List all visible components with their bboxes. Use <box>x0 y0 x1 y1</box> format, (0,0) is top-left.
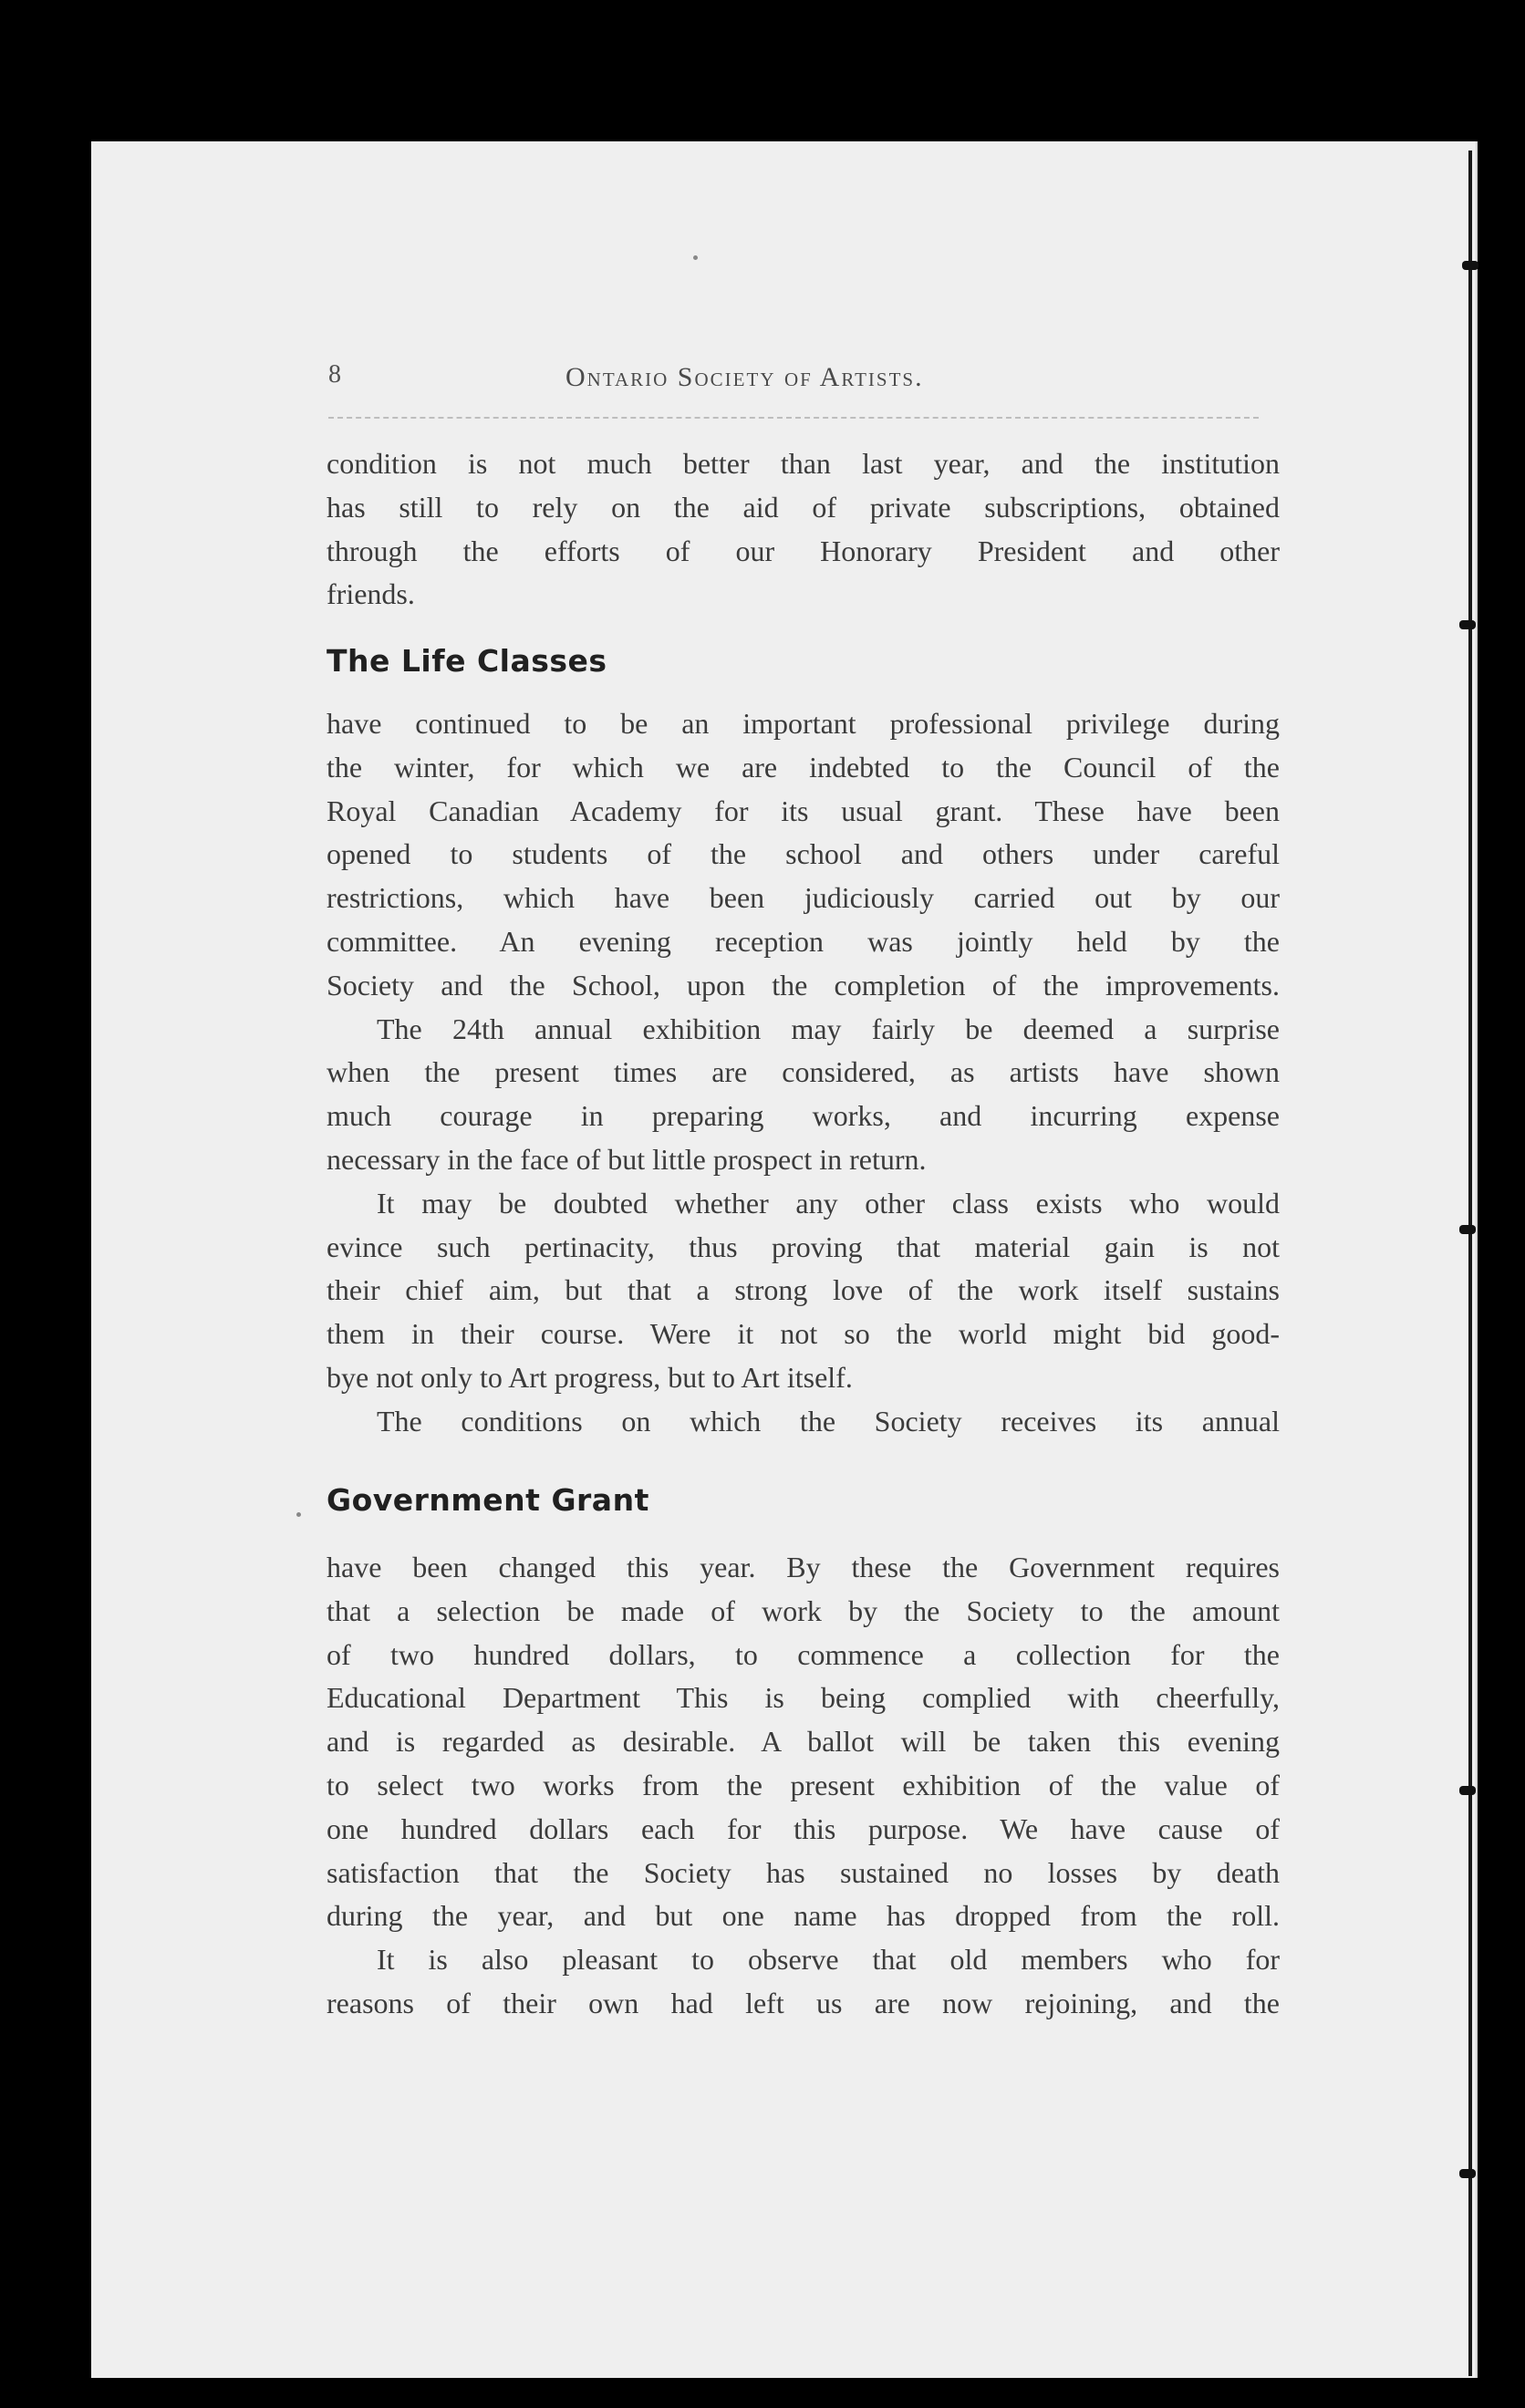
section-heading: The Life Classes <box>327 643 607 679</box>
paragraph-opening <box>327 442 1280 617</box>
text-line: condition is not much better than last year, and the institution <box>327 447 1280 480</box>
text-line: during the year, and but one name has dropped from the roll. <box>327 1899 1280 1933</box>
edge-mark <box>1462 261 1478 270</box>
text-line: and is regarded as desirable. A ballot will be taken this evening <box>327 1725 1280 1759</box>
text-line: that a selection be made of work by the Society to the amount <box>327 1593 1280 1627</box>
text-line: The conditions on which the Society receives its annual <box>377 1404 1280 1438</box>
speck <box>693 255 698 260</box>
text-line: Royal Canadian Academy for its usual grant. These have been <box>327 794 1280 827</box>
text-line: to select two works from the present exhibition of the value of <box>327 1768 1280 1801</box>
text-line: through the efforts of our Honorary President and other <box>327 534 1280 567</box>
text-line: restrictions, which have been judiciously carried out by our <box>327 881 1280 915</box>
text-line: one hundred dollars each for this purpose. We have cause of <box>327 1811 1280 1845</box>
text-line: It may be doubted whether any other class exists who would <box>377 1186 1280 1220</box>
text-line: have continued to be an important professional privilege during <box>327 707 1280 740</box>
text-line: The 24th annual exhibition may fairly be deemed a surprise <box>377 1012 1280 1045</box>
text-line: opened to students of the school and others under careful <box>327 837 1280 871</box>
text-line: It is also pleasant to observe that old members who for <box>377 1943 1280 1977</box>
text-line: committee. An evening reception was jointly held by the <box>327 924 1280 958</box>
page-header <box>233 360 1272 415</box>
section-heading: Government Grant <box>327 1482 649 1518</box>
text-line: of two hundred dollars, to commence a collection for the <box>327 1637 1280 1671</box>
paragraph-life-classes <box>327 702 1280 1444</box>
text-line: have been changed this year. By these the Government requires <box>327 1551 1280 1583</box>
running-head: Ontario Society of Artists. <box>565 362 924 392</box>
text-line: the winter, for which we are indebted to the Council of the <box>327 750 1280 784</box>
text-line: Society and the School, upon the completion of the improvements. <box>327 968 1280 1002</box>
edge-mark <box>1459 620 1476 629</box>
text-line: Educational Department This is being complied with cheerfully, <box>327 1681 1280 1715</box>
text-line: reasons of their own had left us are now rejoining, and the <box>327 1986 1280 2019</box>
text-line: friends. <box>327 577 415 611</box>
text-line: satisfaction that the Society has sustained no losses by death <box>327 1855 1280 1889</box>
text-line: necessary in the face of but little prospect in return. <box>327 1142 927 1176</box>
text-line: their chief aim, but that a strong love of the work itself sustains <box>327 1273 1280 1307</box>
edge-mark <box>1459 1786 1476 1795</box>
text-line: much courage in preparing works, and incurring expense <box>327 1099 1280 1133</box>
text-line: has still to rely on the aid of private subscriptions, obtained <box>327 490 1280 524</box>
edge-mark <box>1459 1225 1476 1234</box>
text-line: bye not only to Art progress, but to Art itself. <box>327 1360 853 1394</box>
text-line: when the present times are considered, as artists have shown <box>327 1055 1280 1089</box>
header-rule <box>328 417 1259 419</box>
paragraph-government-grant <box>327 1546 1280 2026</box>
text-line: evince such pertinacity, thus proving that material gain is not <box>327 1230 1280 1263</box>
page-number: 8 <box>328 360 341 389</box>
edge-mark <box>1459 2169 1476 2178</box>
speck <box>296 1512 301 1517</box>
text-line: them in their course. Were it not so the world might bid good- <box>327 1317 1280 1351</box>
page-edge-shadow <box>1468 150 1472 2376</box>
